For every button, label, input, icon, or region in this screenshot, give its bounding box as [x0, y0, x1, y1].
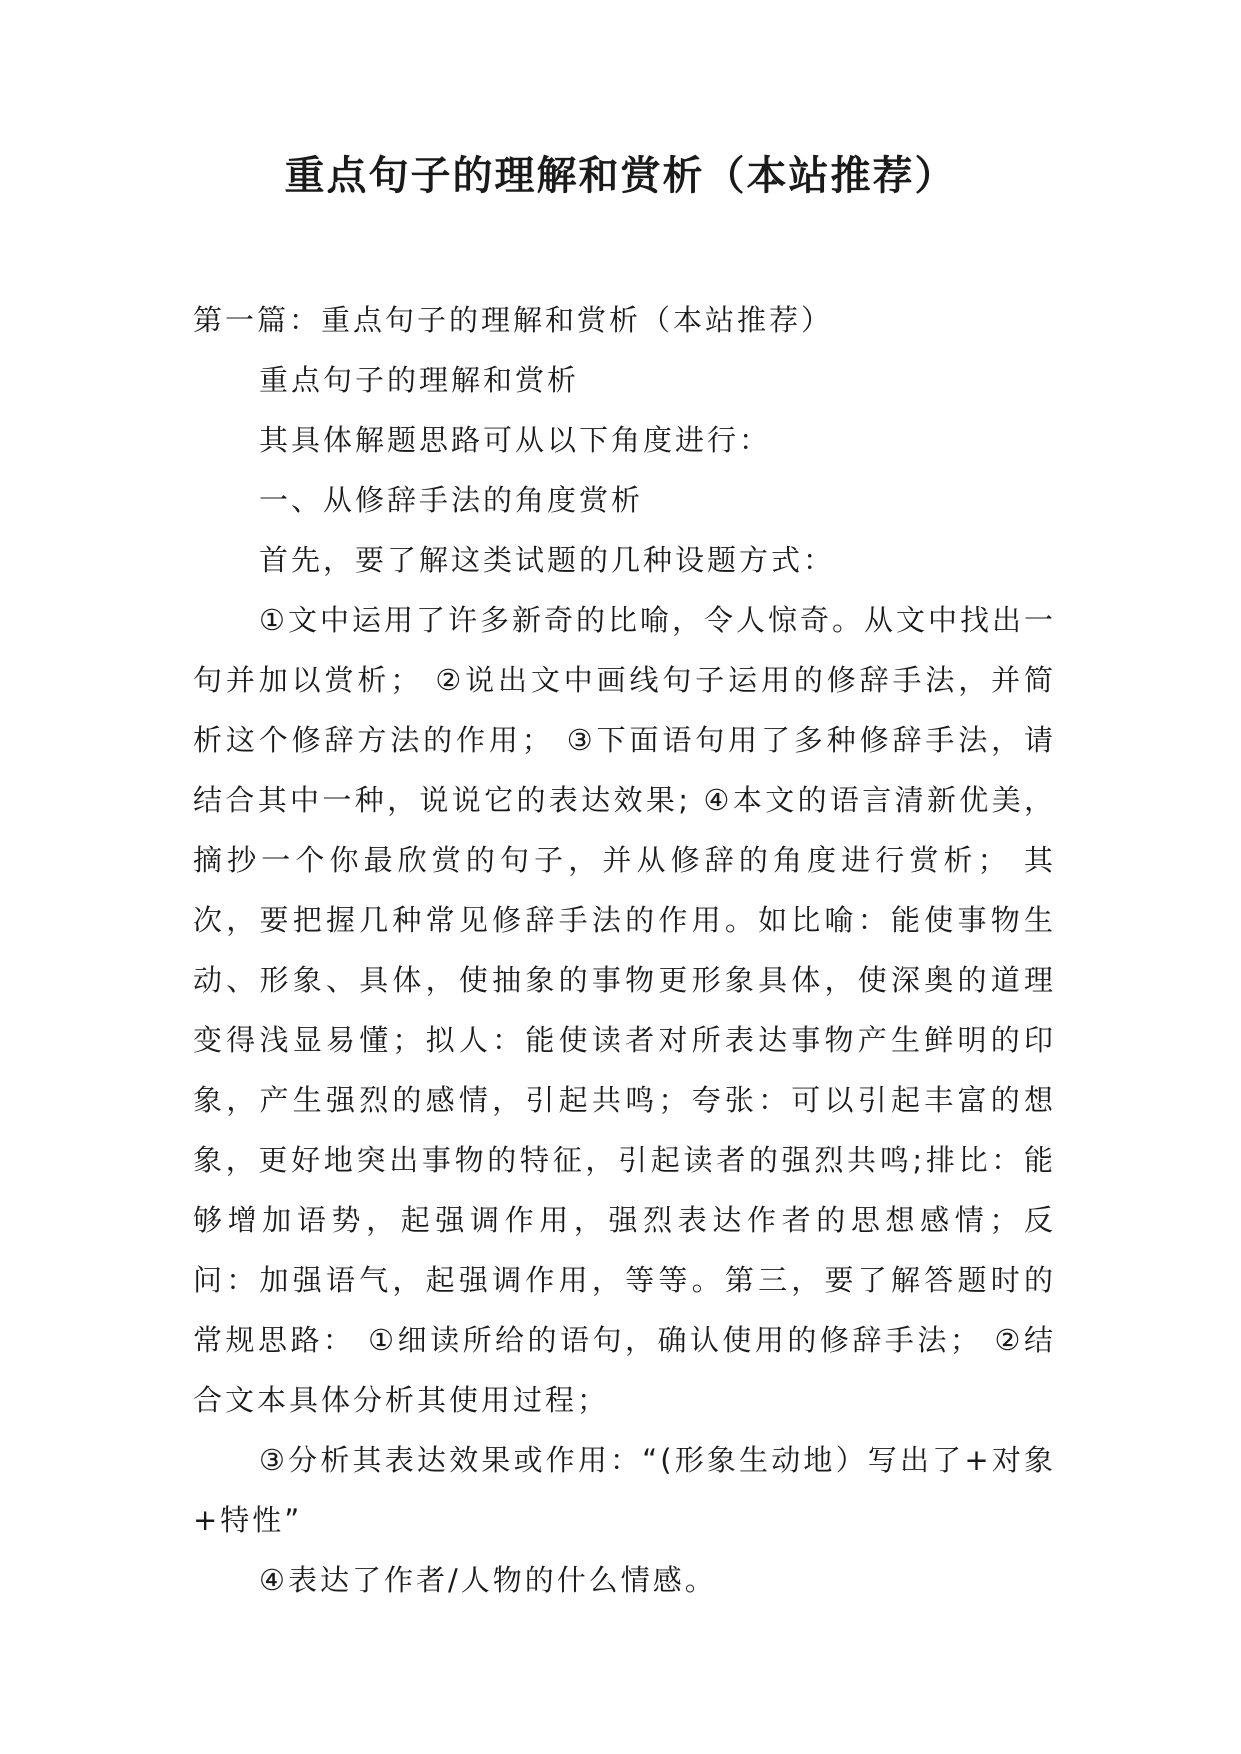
subsection-heading: 一、从修辞手法的角度赏析	[259, 483, 644, 517]
intro-paragraph: 其具体解题思路可从以下角度进行：	[259, 423, 772, 457]
subtitle-paragraph: 重点句子的理解和赏析	[259, 363, 580, 397]
body-paragraph: ①文中运用了许多新奇的比喻，令人惊奇。从文中找出一句并加以赏析； ②说出文中画线句子运用的修辞手法，并简析这个修辞方法的作用； ③下面语句用了多种修辞手法，请结合其中一种，说说它的表达效果; ④本文的语言清新优美，摘抄一个你最欣赏的句子，并从修辞的角度进行赏析； 其次，要把握几种常见修辞手法的作用。如比喻：能使事物生动、形象、具体，使抽象的事物更形象具体，使深奥的道理变得浅显易懂；拟人：能使读者对所表达事物产生鲜明的印象，产生强烈的感情，引起共鸣；夸张：可以引起丰富的想象，更好地突出事物的特征，引起读者的强烈共鸣;排比：能够增加语势，起强调作用，强烈表达作者的思想感情；反问：加强语气，起强调作用，等等。第三，要了解答题时的常规思路： ①细读所给的语句，确认使用的修辞手法； ②结合文本具体分析其使用过程；	[193, 603, 1056, 1417]
body-paragraph: ④表达了作者/人物的什么情感。	[259, 1563, 717, 1597]
section-heading: 第一篇：重点句子的理解和赏析（本站推荐）	[193, 303, 834, 337]
body-paragraph: 首先，要了解这类试题的几种设题方式：	[259, 543, 836, 577]
document-body	[193, 290, 1056, 1610]
body-paragraph: ③分析其表达效果或作用：“(形象生动地）写出了+对象+特性”	[193, 1443, 1056, 1537]
document-title: 重点句子的理解和赏析（本站推荐）	[284, 152, 957, 199]
